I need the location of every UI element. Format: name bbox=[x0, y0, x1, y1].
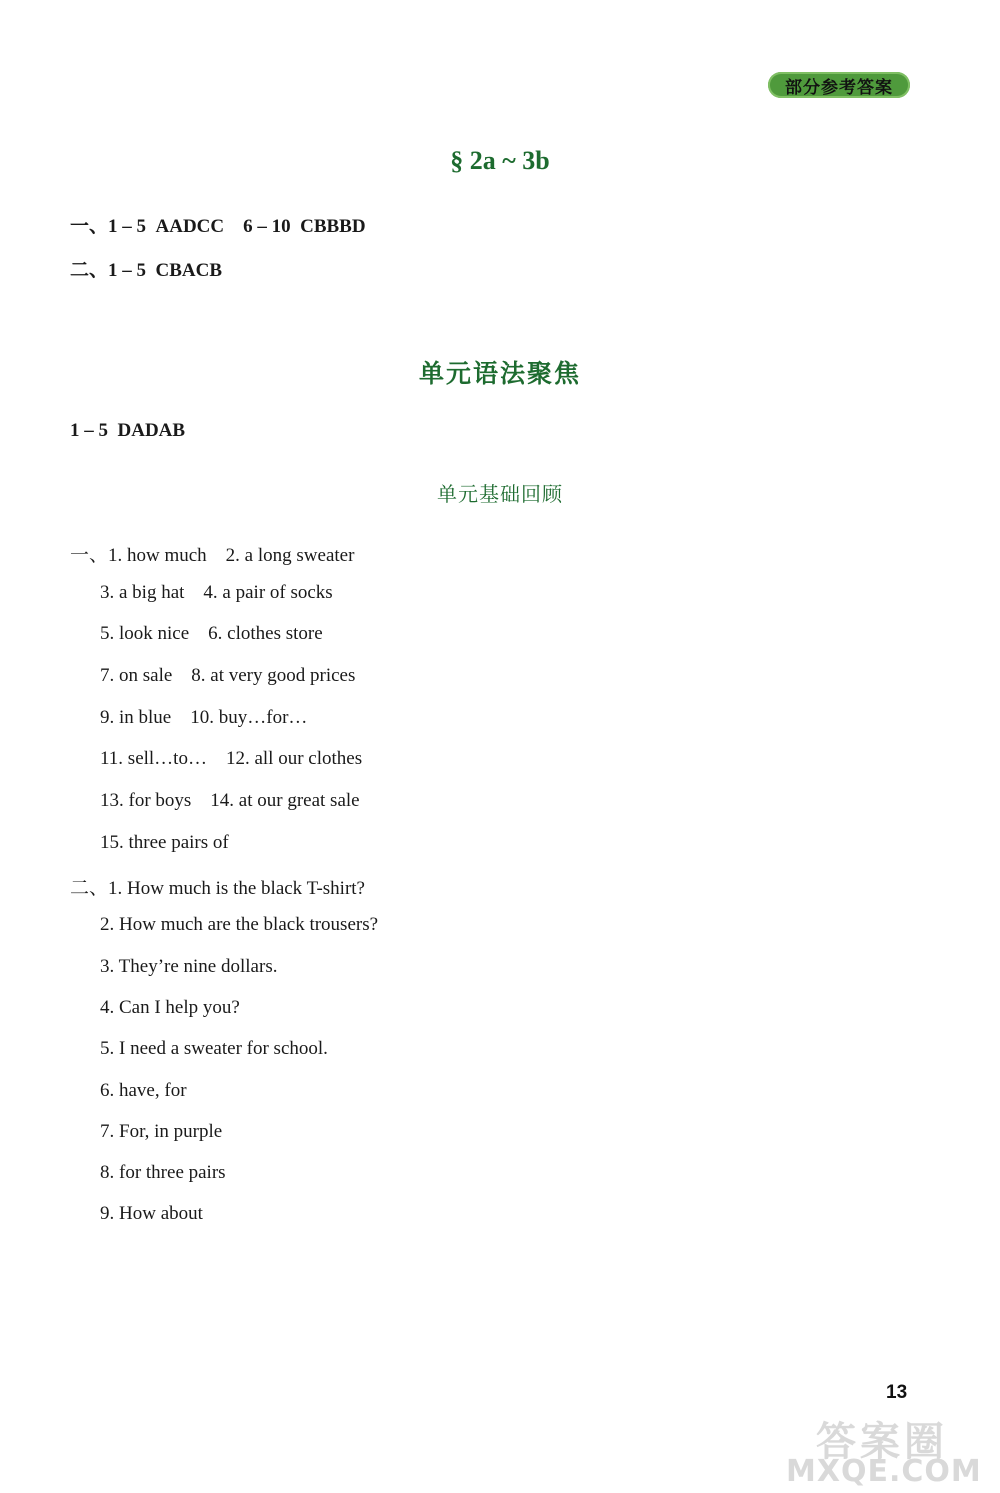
section-badge bbox=[768, 72, 910, 98]
page-number: 13 bbox=[886, 1382, 908, 1403]
review-line: 11. sell…to… 12. all our clothes bbox=[100, 748, 363, 769]
badge-label: 部分参考答案 bbox=[785, 77, 893, 98]
review-line: 5. I need a sweater for school. bbox=[100, 1038, 328, 1059]
review-line: 6. have, for bbox=[100, 1080, 187, 1101]
review-line: 9. How about bbox=[100, 1203, 203, 1224]
review-line: 4. Can I help you? bbox=[100, 997, 240, 1018]
review-line: 3. They’re nine dollars. bbox=[100, 956, 278, 977]
review-line: 7. For, in purple bbox=[100, 1121, 223, 1142]
answer-line: 一、1 – 5 AADCC 6 – 10 CBBBD bbox=[70, 216, 366, 237]
answer-line: 二、1 – 5 CBACB bbox=[70, 260, 223, 281]
review-line: 二、1. How much is the black T-shirt? bbox=[70, 878, 365, 899]
review-line: 7. on sale 8. at very good prices bbox=[100, 665, 356, 686]
review-line: 15. three pairs of bbox=[100, 832, 229, 853]
watermark bbox=[786, 1410, 996, 1490]
section-title-2a-3b: § 2a ~ 3b bbox=[450, 146, 550, 175]
answer-line: 1 – 5 DADAB bbox=[70, 420, 186, 441]
watermark-logo-text: 答案圈 bbox=[816, 1419, 948, 1465]
review-line: 13. for boys 14. at our great sale bbox=[100, 790, 360, 811]
review-line: 3. a big hat 4. a pair of socks bbox=[100, 582, 333, 603]
review-line: 5. look nice 6. clothes store bbox=[100, 623, 323, 644]
section-title-review: 单元基础回顾 bbox=[437, 482, 563, 506]
review-line: 8. for three pairs bbox=[100, 1162, 226, 1183]
review-line: 9. in blue 10. buy…for… bbox=[100, 707, 308, 728]
review-line: 一、1. how much 2. a long sweater bbox=[70, 545, 355, 566]
section-title-grammar: 单元语法聚焦 bbox=[418, 359, 581, 388]
watermark-url: MXQE.COM bbox=[786, 1454, 982, 1489]
review-line: 2. How much are the black trousers? bbox=[100, 914, 379, 935]
